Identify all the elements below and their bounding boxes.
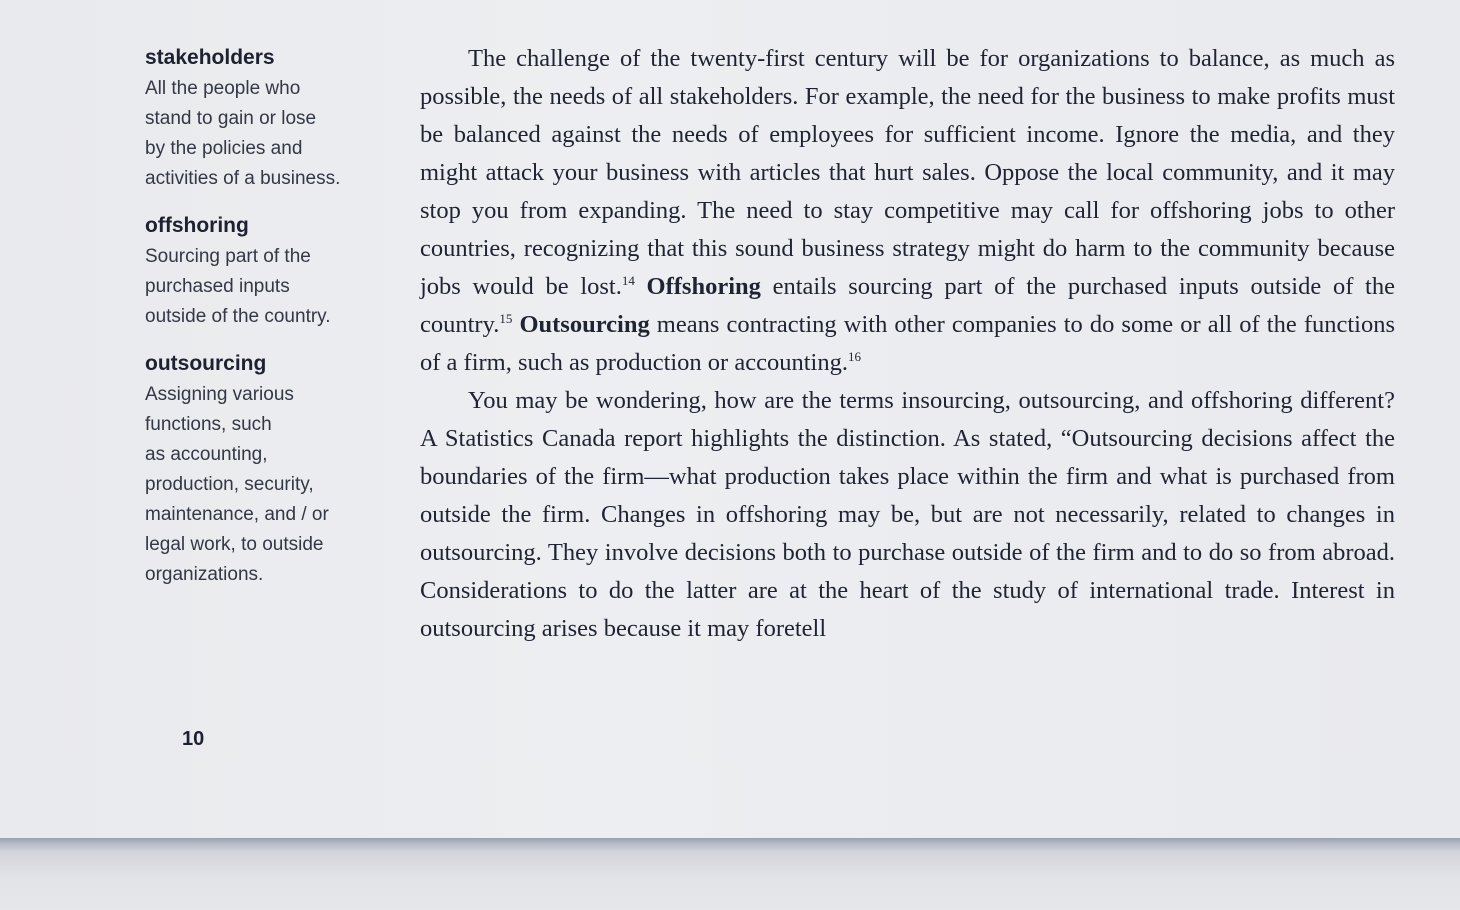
endnote-ref: 14: [621, 272, 635, 288]
paragraph-text: entails sourcing part of the purchased inputs outside of the country.: [420, 273, 1395, 338]
margin-glossary: [145, 42, 395, 606]
glossary-definition: All the people who stand to gain or lose by the policies and activities of a business.: [145, 78, 341, 189]
glossary-entry-offshoring: [145, 210, 395, 332]
endnote-ref: 15: [499, 310, 513, 326]
glossary-definition: Sourcing part of the purchased inputs outside of the country.: [145, 246, 331, 327]
paragraph-text: The challenge of the twenty-first century will be for organizations to balance, as much as possible, the needs of all stakeholders. For example, the need for the business to make profits must be balanced against the needs of employees for sufficient income. Ignore the media, and they might attack your business with articles that hurt sales. Oppose the local community, and it may stop you from expanding. The need to stay competitive may call for offshoring jobs to other countries, recognizing that this sound business strategy might do harm to the community because jobs would be lost.: [420, 45, 1395, 300]
key-term-outsourcing: Outsourcing: [519, 311, 650, 338]
glossary-term: offshoring: [145, 214, 249, 237]
glossary-term: outsourcing: [145, 352, 267, 375]
main-body-text: [420, 40, 1395, 648]
endnote-ref: 16: [847, 348, 861, 364]
body-paragraph-2: [420, 382, 1395, 648]
paragraph-text: You may be wondering, how are the terms insourcing, outsourcing, and offshoring different? A Statistics Canada report highlights the distinction. As stated, “Outsourcing decisions affect the boundaries of the firm—what production takes place within the firm and what is purchased from outside the firm. Changes in offshoring may be, but are not necessarily, related to changes in outsourcing. They involve decisions both to purchase outside of the firm and to do so from abroad. Considerations to do the latter are at the heart of the study of international trade. Interest in outsourcing arises because it may foretell: [420, 387, 1395, 642]
glossary-entry-stakeholders: [145, 42, 395, 194]
glossary-entry-outsourcing: [145, 348, 395, 590]
body-paragraph-1: [420, 40, 1395, 382]
glossary-definition: Assigning various functions, such as accounting, production, security, maintenance, and / or legal work, to outside organizations.: [145, 384, 329, 585]
glossary-term: stakeholders: [145, 46, 275, 69]
paragraph-text: means contracting with other companies to do some or all of the functions of a firm, such as production or accounting.: [420, 311, 1396, 376]
monitor-bezel-edge: [0, 838, 1460, 910]
key-term-offshoring: Offshoring: [646, 273, 761, 300]
page-number: 10: [182, 728, 205, 750]
